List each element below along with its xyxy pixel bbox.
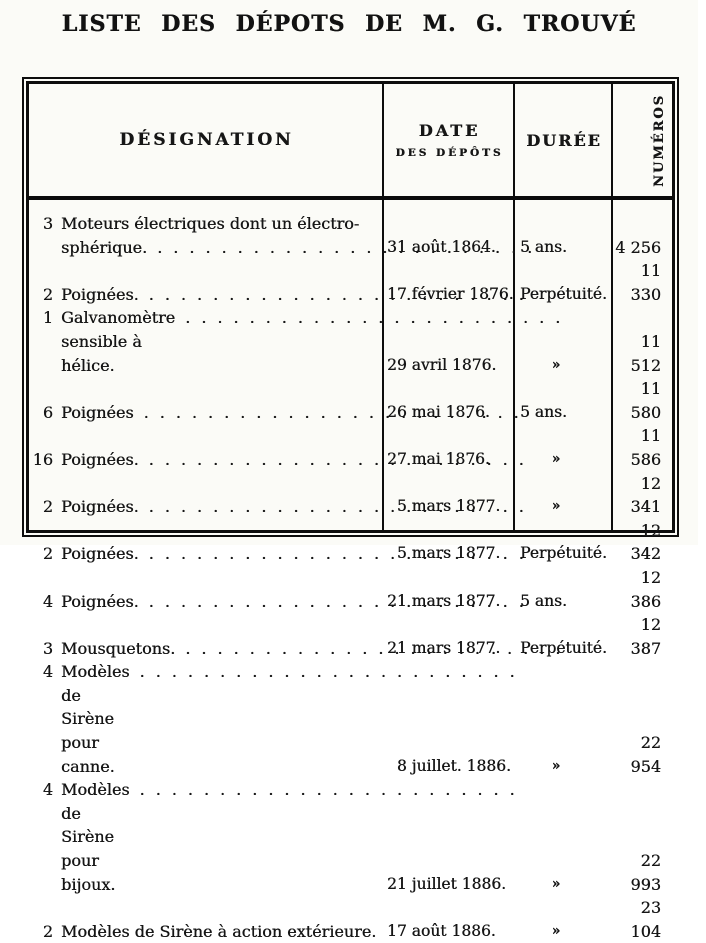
row-quantity: 3 <box>42 214 53 233</box>
row-number: 22 993 <box>630 851 661 894</box>
row-quantity: 16 <box>32 449 53 469</box>
table-row <box>29 660 672 778</box>
row-date: 5 mars 1877. <box>387 497 501 516</box>
header-date-title: DATE <box>418 121 481 140</box>
row-designation-continued: sphérique. <box>61 237 148 257</box>
row-quantity: 2 <box>42 544 53 564</box>
deposits-table-inner <box>26 81 675 941</box>
row-number: 23 104 <box>630 898 661 941</box>
header-designation: DÉSIGNATION <box>119 130 294 150</box>
header-duree: DURÉE <box>526 130 602 150</box>
row-number: 11 586 <box>630 426 661 469</box>
row-date: 21 mars 1877. <box>387 638 501 657</box>
designation-line-1 <box>31 401 384 425</box>
row-number: 11 330 <box>630 261 661 304</box>
row-duration: 5 ans. <box>520 402 567 421</box>
row-number: 12 342 <box>630 520 661 564</box>
row-date: 5 mars 1877. <box>387 544 501 563</box>
row-designation: Poignées. <box>61 449 139 469</box>
header-numeros-rotated-label: NUMÉROS <box>652 93 668 187</box>
row-designation: Poignées <box>61 402 134 422</box>
row-quantity: 2 <box>42 921 53 941</box>
table-row <box>29 566 672 613</box>
page-title: LISTE DES DÉPOTS DE M. G. TROUVÉ <box>61 11 637 37</box>
row-designation-cell <box>29 448 384 472</box>
row-duration: » <box>551 757 561 774</box>
row-duration: Perpétuité. <box>520 284 607 303</box>
row-date: 27 mai 1876. <box>387 449 490 468</box>
row-number: 4 256 <box>615 237 661 257</box>
designation-line-1 <box>31 920 384 943</box>
designation-line-1 <box>31 283 384 307</box>
row-designation-cell <box>29 542 384 566</box>
row-duration: » <box>551 922 561 939</box>
row-designation-cell <box>29 212 384 259</box>
row-designation: Modèles de Sirène pour canne. <box>61 662 130 776</box>
table-row <box>29 306 672 377</box>
row-duration: » <box>551 356 561 373</box>
row-designation: Modèles de Sirène pour bijoux. <box>61 780 130 894</box>
row-date: 21 juillet 1886. <box>387 874 507 893</box>
row-designation: Poignées. <box>61 497 139 517</box>
row-designation: Poignées. <box>61 544 139 564</box>
table-row <box>29 212 672 259</box>
row-designation: Mousquetons. <box>61 638 176 658</box>
table-row <box>29 424 672 471</box>
row-number: 12 341 <box>630 473 661 517</box>
row-designation-cell <box>29 590 384 614</box>
table-row <box>29 613 672 660</box>
row-designation: Poignées. <box>61 591 139 611</box>
row-quantity: 6 <box>42 402 53 422</box>
row-designation-cell <box>29 778 384 896</box>
row-designation-cell <box>29 495 384 519</box>
row-date: 31 août 1864. <box>387 237 496 256</box>
leader-dots <box>140 778 526 802</box>
table-row <box>29 896 672 943</box>
row-date: 8 juillet. 1886. <box>387 756 511 775</box>
row-designation: Poignées. <box>61 284 139 304</box>
table-body <box>29 200 672 941</box>
designation-line-1 <box>31 660 384 778</box>
leader-dots <box>140 660 526 684</box>
row-date: 17 août 1886. <box>387 921 496 940</box>
row-duration: Perpétuité. <box>520 544 607 563</box>
row-duration: » <box>551 498 561 515</box>
designation-line-1 <box>31 590 384 614</box>
row-duration: 5 ans. <box>520 237 567 256</box>
row-duration: » <box>551 875 561 892</box>
row-quantity: 2 <box>42 497 53 517</box>
row-quantity: 4 <box>42 780 53 800</box>
row-designation-cell <box>29 637 384 661</box>
header-date <box>384 84 515 196</box>
row-quantity: 4 <box>42 662 53 682</box>
row-designation-cell <box>29 660 384 778</box>
designation-line-2 <box>31 236 384 260</box>
header-numeros <box>613 84 706 196</box>
row-quantity: 3 <box>42 638 53 658</box>
row-duration: 5 ans. <box>520 591 567 610</box>
row-quantity: 1 <box>42 308 53 328</box>
row-designation-cell <box>29 401 384 425</box>
row-duration: » <box>551 450 561 467</box>
row-number: 12 386 <box>630 567 661 611</box>
table-row <box>29 519 672 566</box>
designation-line-1 <box>31 448 384 472</box>
table-row <box>29 377 672 424</box>
row-number: 11 580 <box>630 379 661 422</box>
designation-line-1 <box>31 495 384 519</box>
table-header <box>29 84 672 196</box>
designation-line-1 <box>31 778 384 896</box>
row-designation: Galvanomètre sensible à hélice. <box>61 308 176 375</box>
designation-line-1 <box>31 542 384 566</box>
row-designation-cell <box>29 283 384 307</box>
row-duration: Perpétuité. <box>520 638 607 657</box>
row-designation: Moteurs électriques dont un électro- <box>61 214 360 233</box>
row-number: 12 387 <box>630 615 661 658</box>
table-row <box>29 259 672 306</box>
deposits-table <box>22 77 679 941</box>
header-date-subtitle: DES DÉPÔTS <box>395 147 504 159</box>
row-designation-cell <box>29 306 384 377</box>
row-quantity: 2 <box>42 284 53 304</box>
designation-line-1 <box>31 212 384 236</box>
leader-dots <box>185 306 571 330</box>
designation-line-1 <box>31 306 384 377</box>
row-designation: Modèles de Sirène à action extérieure. <box>61 921 377 941</box>
table-row <box>29 472 672 519</box>
row-number: 11 512 <box>630 331 661 375</box>
row-number: 22 954 <box>630 733 661 776</box>
row-date: 29 avril 1876. <box>387 355 497 374</box>
row-date: 21 mars 1877. <box>387 591 501 610</box>
row-date: 26 mai 1876. <box>387 402 490 421</box>
designation-line-1 <box>31 637 384 661</box>
row-quantity: 4 <box>42 591 53 611</box>
row-date: 17 février 1876. <box>387 284 514 303</box>
row-designation-cell <box>29 920 384 943</box>
table-row <box>29 778 672 896</box>
